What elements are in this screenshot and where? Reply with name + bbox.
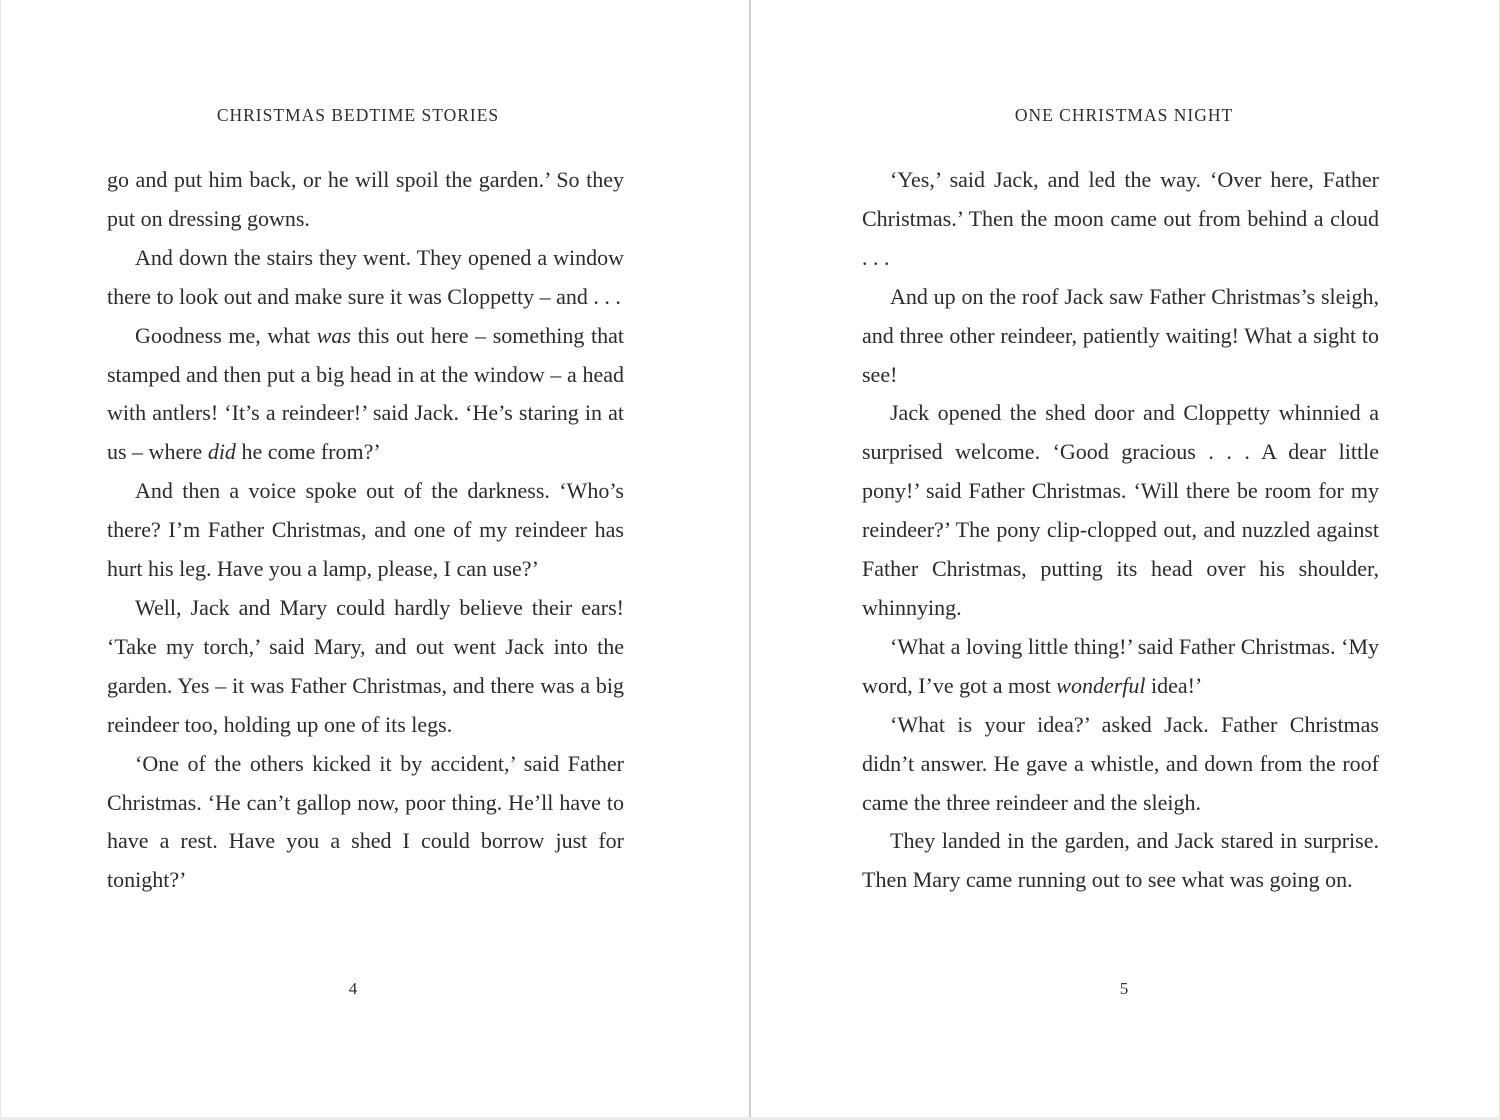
text-run: go and put him back, or he will spoil the garden.’ So they put on dressing gowns. [107,167,624,231]
running-head: CHRISTMAS BEDTIME STORIES [216,105,500,125]
text-run: And then a voice spoke out of the darkness. ‘Who’s there? I’m Father Christmas, and one of my reindeer has hurt his leg. Have you a lamp, please, I can use?’ [107,478,624,582]
text-run: And up on the roof Jack saw Father Christmas’s sleigh, and three other reindeer, patiently waiting! What a sight to see! [862,283,1379,387]
paragraph [862,822,1379,900]
text-run: They landed in the garden, and Jack stared in surprise. Then Mary came running out to see what was going on. [862,828,1379,893]
text-run: Goodness me, what [135,322,317,348]
text-run: Well, Jack and Mary could hardly believe their ears! ‘Take my torch,’ said Mary, and out went Jack into the garden. Yes – it was Father Christmas, and there was a big reindeer too, holding up one of its legs. [107,594,624,737]
text-run: ‘Yes,’ said Jack, and led the way. ‘Over here, Father Christmas.’ Then the moon came out from behind a cloud . . . [862,167,1379,270]
paragraph [107,239,624,317]
paragraph [107,317,624,473]
paragraph [107,589,624,745]
page-number: 5 [1119,979,1129,998]
right-page [751,0,1500,1120]
body-text [107,161,624,900]
text-run: ‘What a loving little thing!’ said Father Christmas. ‘My word, I’ve got a most [862,633,1379,698]
paragraph [862,278,1379,395]
italic-emphasis: did [207,439,236,465]
text-run: ‘What is your idea?’ asked Jack. Father Christmas didn’t answer. He gave a whistle, and down from the roof came the three reindeer and the sleigh. [862,711,1379,815]
page-number: 4 [348,979,358,998]
body-text [862,161,1379,900]
paragraph [862,161,1379,278]
paragraph [862,394,1379,627]
paragraph [107,745,624,901]
text-run: ‘One of the others kicked it by accident,’ said Father Christmas. ‘He can’t gallop now, poor thing. He’ll have to have a rest. Have you a shed I could borrow just for tonight?’ [107,750,624,893]
paragraph [862,706,1379,823]
italic-emphasis: wonderful [1056,672,1146,698]
left-page [0,0,749,1120]
paragraph [862,628,1379,706]
paragraph [107,472,624,589]
text-run: this out here – something that stamped and then put a big head in at the window – a head with antlers! ‘It’s a reindeer!’ said Jack. ‘He’s staring in at us – where [107,322,625,465]
text-run: Jack opened the shed door and Cloppetty whinnied a surprised welcome. ‘Good gracious . . . A dear little pony!’ said Father Christmas. ‘Will there be room for my reindeer?’ The pony clip-clopped out, and nuzzled against Father Christmas, putting its head over his shoulder, whinnying. [862,400,1379,620]
text-run: And down the stairs they went. They opened a window there to look out and make sure it was Cloppetty – and . . . [107,244,624,309]
text-run: he come from?’ [235,439,381,465]
italic-emphasis: was [316,322,351,348]
text-run: idea!’ [1145,672,1203,698]
paragraph [107,161,624,239]
running-head: ONE CHRISTMAS NIGHT [1014,105,1234,125]
